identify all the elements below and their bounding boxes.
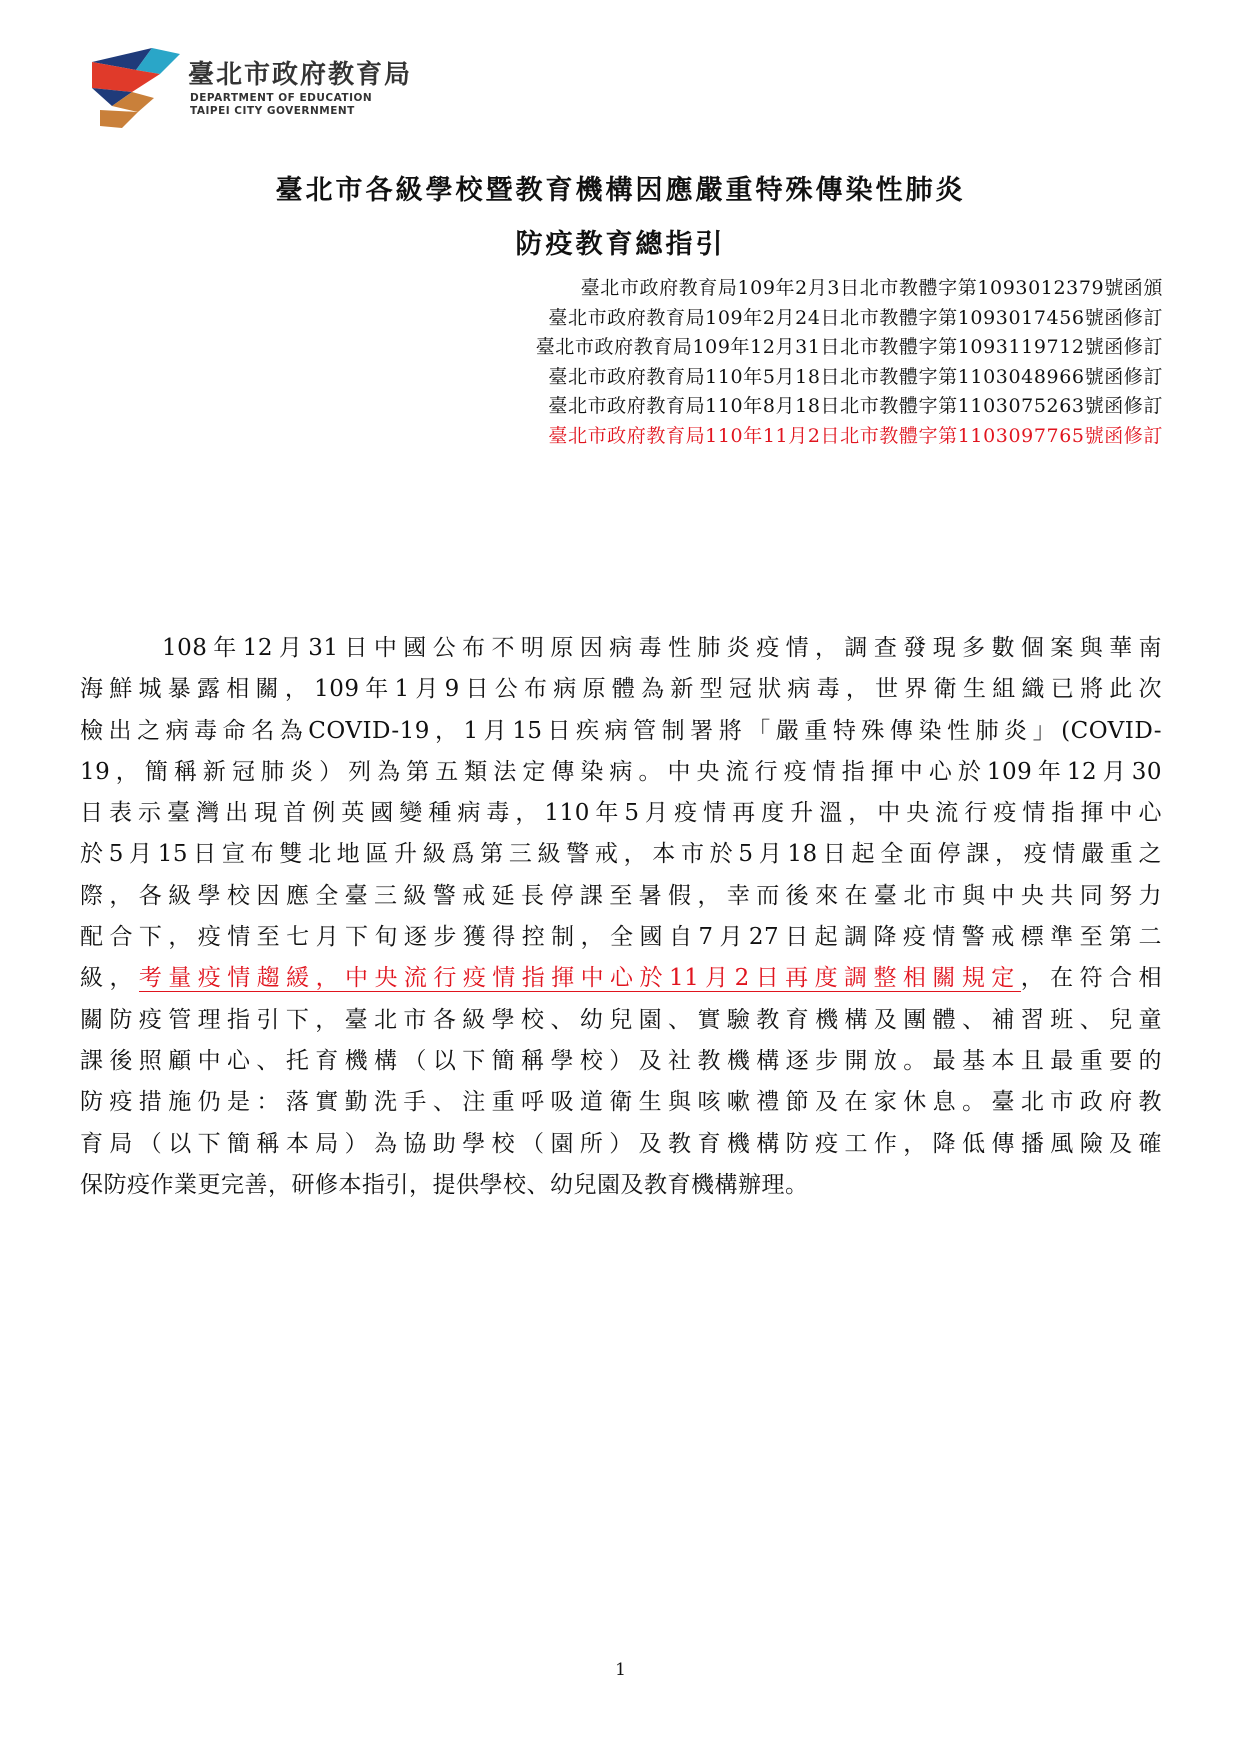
paragraph-line: 防疫措施仍是：落實勤洗手、注重呼吸道衛生與咳嗽禮節及在家休息。臺北市政府教 [80, 1089, 1162, 1116]
reference-line: 臺北市政府教育局109年12月31日北市教體字第1093119712號函修訂 [535, 336, 1163, 358]
reference-line: 臺北市政府教育局109年2月3日北市教體字第1093012379號函頒 [580, 277, 1163, 299]
department-logo [92, 48, 492, 128]
reference-list [536, 274, 1163, 451]
document-title-line2: 防疫教育總指引 [515, 229, 726, 260]
logo-emblem-icon [92, 48, 180, 128]
paragraph-line: 於5月15日宣布雙北地區升級爲第三級警戒，本市於5月18日起全面停課，疫情嚴重之 [80, 841, 1162, 868]
paragraph-text: ，在符合相 [1020, 965, 1163, 992]
document-title-line1: 臺北市各級學校暨教育機構因應嚴重特殊傳染性肺炎 [275, 175, 966, 206]
reference-line: 臺北市政府教育局110年8月18日北市教體字第1103075263號函修訂 [548, 395, 1163, 417]
paragraph-line: 際，各級學校因應全臺三級警戒延長停課至暑假，幸而後來在臺北市與中央共同努力 [80, 882, 1162, 909]
paragraph-line: 保防疫作業更完善，研修本指引，提供學校、幼兒園及教育機構辦理。 [80, 1171, 809, 1198]
paragraph-line: 育局（以下簡稱本局）為協助學校（園所）及教育機構防疫工作，降低傳播風險及確 [80, 1130, 1162, 1157]
page-number: 1 [615, 1660, 626, 1680]
paragraph-line: 海鮮城暴露相關，109年1月9日公布病原體為新型冠狀病毒，世界衛生組織已將此次 [80, 676, 1162, 703]
paragraph-line: 108年12月31日中國公布不明原因病毒性肺炎疫情，調查發現多數個案與華南 [162, 635, 1162, 661]
paragraph-line: 檢出之病毒命名為COVID-19，1月15日疾病管制署將「嚴重特殊傳染性肺炎」(COVID- [80, 717, 1162, 744]
paragraph-line: 課後照顧中心、托育機構（以下簡稱學校）及社教機構逐步開放。最基本且最重要的 [80, 1047, 1162, 1074]
highlighted-revision-text: 考量疫情趨緩，中央流行疫情指揮中心於11月2日再度調整相關規定 [138, 965, 1021, 992]
logo-name-english-line2: TAIPEI CITY GOVERNMENT [190, 105, 355, 117]
paragraph-line: 日表示臺灣出現首例英國變種病毒，110年5月疫情再度升溫，中央流行疫情指揮中心 [80, 800, 1162, 827]
body-paragraph [80, 628, 1162, 1206]
reference-line: 臺北市政府教育局110年5月18日北市教體字第1103048966號函修訂 [548, 365, 1163, 388]
paragraph-text: 級， [80, 965, 139, 992]
paragraph-line: 配合下，疫情至七月下旬逐步獲得控制，全國自7月27日起調降疫情警戒標準至第二 [80, 924, 1162, 951]
logo-name-chinese: 臺北市政府教育局 [188, 60, 413, 90]
paragraph-line: 關防疫管理指引下，臺北市各級學校、幼兒園、實驗教育機構及團體、補習班、兒童 [80, 1006, 1162, 1033]
reference-line-latest: 臺北市政府教育局110年11月2日北市教體字第1103097765號函修訂 [548, 424, 1163, 447]
paragraph-line: 19，簡稱新冠肺炎）列為第五類法定傳染病。中央流行疫情指揮中心於109年12月30 [80, 758, 1162, 785]
logo-name-english-line1: DEPARTMENT OF EDUCATION [190, 92, 373, 104]
paragraph-line-with-highlight [80, 958, 1162, 999]
reference-line: 臺北市政府教育局109年2月24日北市教體字第1093017456號函修訂 [548, 306, 1163, 329]
